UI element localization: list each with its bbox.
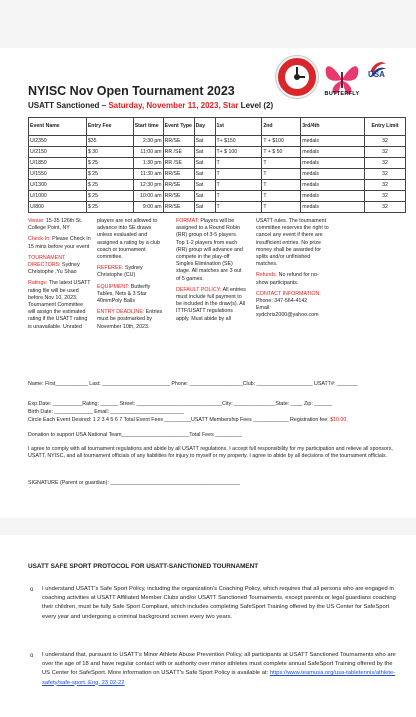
table-row (29, 169, 406, 180)
events-fees-text: Circle Each Event Desired: 1 2 3 4 5 6 7 Total Event Fees _________USATT Membership Fees ____________ Registration fee: (28, 417, 331, 423)
table-cell: $ 25 (86, 202, 133, 213)
default-policy-label: DEFAULT POLICY: (176, 286, 222, 293)
table-cell: 32 (365, 191, 406, 202)
table-cell: Sat (194, 158, 215, 169)
info-column-1 (28, 218, 91, 335)
safe-sport-link[interactable]: https://www.teamusa.org/usa-tabletennis/athlete-safety/safe-sport. Eng. 23 02-22 (42, 670, 396, 686)
table-cell: Sat (194, 136, 215, 147)
table-cell: $35 (86, 136, 133, 147)
table-cell: 12:30 pm (133, 180, 163, 191)
ratings-text: The latest USATT rating file will be used before Nov 10, 2023. Tournament Committee will assign the estimated rating if the USATT rating is unavailable. Unrated (28, 280, 91, 330)
table-cell: T (215, 191, 262, 202)
table-row (29, 158, 406, 169)
table-cell: 1:30 pm (133, 158, 163, 169)
safe-sport-title: USATT SAFE SPORT PROTOCOL FOR USATT-SANCTIONED TOURNAMENT (28, 563, 259, 570)
table-cell: U/2150 (29, 147, 87, 158)
table-cell: U/1850 (29, 158, 87, 169)
col4-text: USATT rules. The tournament committee reserves the right to cancel any event if there are insufficient entries. No prize money shall be awarded for splits and/or unfinished matches. (256, 218, 329, 268)
checkin-text: Please Check In 15 mins before your event (28, 236, 91, 250)
table-cell: U/2350 (29, 136, 87, 147)
table-cell: 32 (365, 169, 406, 180)
refunds-label: Refunds. (256, 272, 278, 279)
table-cell: U/1300 (29, 180, 87, 191)
form-line-donation[interactable]: Donation to support USA National Team_______________________Total Fees _________ (28, 432, 242, 438)
table-row (29, 202, 406, 213)
form-line-birthdate[interactable]: Birth Date: _____________ Email: _________________________ (28, 409, 185, 415)
table-row (29, 136, 406, 147)
table-cell: Sat (194, 169, 215, 180)
referee-label: REFEREE: (97, 265, 124, 272)
table-cell: $ 30 (86, 147, 133, 158)
table-cell: $ 25 (86, 180, 133, 191)
document-page-2[interactable] (18, 535, 410, 717)
table-cell: $ 25 (86, 191, 133, 202)
table-cell: T+ $ 100 (215, 147, 262, 158)
events-table-body (29, 136, 406, 213)
table-cell: T (262, 169, 301, 180)
table-cell: 11:30 am (133, 169, 163, 180)
contact-email: sydchris2000@yahoo.com (256, 312, 319, 319)
table-cell: T (215, 158, 262, 169)
referee-text: Sydney Christophe (CU) (97, 265, 143, 279)
table-row (29, 180, 406, 191)
table-cell: 10:00 am (133, 191, 163, 202)
tournament-level: Level (2) (238, 101, 274, 110)
table-header: 2nd (262, 118, 301, 136)
form-line-name[interactable]: Name: First___________ Last: _______________________ Phone: __________________Club: ___________________ USATT#: _______ (28, 381, 358, 387)
page-title: NYISC Nov Open Tournament 2023 (28, 84, 235, 98)
table-cell: T (215, 169, 262, 180)
table-cell: medals (301, 191, 365, 202)
table-cell: U/1550 (29, 169, 87, 180)
table-header: Event Name (29, 118, 87, 136)
equipment-text: Butterfly Tables, Nets & 3 Star 40mmPoly Balls (97, 283, 151, 305)
table-cell: RR /SE (163, 147, 194, 158)
table-cell: Sat (194, 191, 215, 202)
directors-text: Sydney Christophe ,Yu Shao (28, 262, 80, 276)
table-cell: U/800 (29, 202, 87, 213)
table-cell: T + $100 (262, 136, 301, 147)
table-header-row (29, 118, 406, 136)
info-column-2 (97, 218, 167, 335)
format-text: Players will be assigned to a Round Robin (RR) group of 3-5 players. Top 1-2 players from each (RR) group will advance and compete in the play-off Singles Elimination (SE) stage. All matches are 3 out of 5 games. (176, 218, 243, 282)
table-cell: RR/SE (163, 169, 194, 180)
safe-sport-bullet-2 (42, 651, 400, 688)
table-cell: T (262, 202, 301, 213)
form-line-address[interactable]: Exp.Date: __________Rating: ______ Street: _____________________________City: ______________State: ____ Zip: ______ (28, 401, 332, 407)
form-line-events[interactable] (28, 417, 408, 423)
table-cell: T + $ 50 (262, 147, 301, 158)
table-cell: medals (301, 202, 365, 213)
contact-label: CONTACT INFORMATION: (256, 290, 321, 297)
registration-fee: $10.00. (330, 417, 348, 423)
refunds-text: No refund for no-show participants. (256, 272, 319, 286)
bullet-icon: o (30, 653, 34, 659)
table-cell: RR/SE (163, 202, 194, 213)
table-cell: Sat (194, 202, 215, 213)
equipment-label: EQUIPMENT: (97, 283, 130, 290)
table-cell: medals (301, 147, 365, 158)
table-cell: T (262, 158, 301, 169)
page-gap (0, 518, 416, 535)
table-cell: T+ $150 (215, 136, 262, 147)
venue-label: Venue: (28, 218, 45, 224)
table-row (29, 147, 406, 158)
usa-logo-text: USA (368, 70, 385, 79)
table-cell: RR/SE (163, 136, 194, 147)
table-cell: medals (301, 180, 365, 191)
signature-line[interactable]: SIGNATURE (Parent or guardian): ____________________________________________ (28, 480, 240, 486)
deadline-text: Entries must be postmarked by November 10th, 2023. (97, 309, 163, 330)
table-cell: T (262, 180, 301, 191)
format-label: FORMAT: (176, 218, 199, 224)
table-cell: RR/SE (163, 191, 194, 202)
table-cell: $ 25 (86, 158, 133, 169)
viewer-background-top (0, 0, 416, 48)
table-header: 3rd/4th (301, 118, 365, 136)
checkin-label: Check-In: (28, 236, 51, 243)
table-cell: RR/SE (163, 180, 194, 191)
table-cell: U/1000 (29, 191, 87, 202)
default-policy-text: All entries must include full payment to be included in the draw(s). All ITTF/USATT regulations apply. Must abide by all (176, 286, 246, 322)
contact-phone: Phone: 347-564-4142 (256, 298, 308, 305)
tournament-date: Saturday, November 11, 2023, Star (108, 101, 239, 110)
safe-sport-bullet-1: I understand USATT's Safe Sport Policy, including the organization's Coaching Policy, which requires that all persons who are engaged in coaching activities at USATT Affiliated Member Clubs and/or USATT Sanctioned Tournaments, except parents or legal guardians coaching their children, must be fully Safe Sport Compliant, which includes completing SafeSport Training offered by the US Center for SafeSport every year and undergoing a criminal background screen every two years. (42, 586, 396, 620)
table-header: Day (194, 118, 215, 136)
table-cell: 9:00 am (133, 202, 163, 213)
table-cell: 32 (365, 202, 406, 213)
table-cell: Sat (194, 147, 215, 158)
table-cell: medals (301, 158, 365, 169)
table-cell: 32 (365, 136, 406, 147)
table-header: Entry Fee (86, 118, 133, 136)
table-cell: medals (301, 169, 365, 180)
col2-text: players are not allowed to advance into SE draws unless evaluated and assigned a rating by a club coach or tournament committee. (97, 218, 161, 261)
table-cell: T (262, 191, 301, 202)
document-page-1[interactable] (18, 48, 410, 518)
table-cell: 2:30 pm (133, 136, 163, 147)
table-cell: medals (301, 136, 365, 147)
deadline-label: ENTRY DEADLINE: (97, 309, 145, 316)
table-cell: 32 (365, 180, 406, 191)
agreement-text: I agree to comply with all tournament regulations and abide by all USATT regulations. I accept full responsibility for my participation and relieve all sponsors, USATT, NYISC, and all tournament officials of any liabilities for injury to myself or my property. I agree to abide by all decisions of the tournament officials. (28, 446, 393, 460)
table-cell: T (215, 180, 262, 191)
contact-email-label: Email: (256, 305, 271, 312)
table-cell: 11:00 am (133, 147, 163, 158)
directors-label: TOURNAMENT DIRECTORS: (28, 254, 66, 269)
venue-text: 15-35 126th St. College Point, NY (28, 218, 83, 232)
bullet-icon: o (30, 587, 34, 593)
table-cell: RR /SE (163, 158, 194, 169)
info-column-3 (176, 218, 246, 327)
bullet-2-text: I understand that, pursuant to USATT's Minor Athlete Abuse Prevention Policy, all participants at USATT Sanctioned Tournaments who are over the age of 18 and have regular contact with or authority over minor athletes must complete annual SafeSport Training offered by the US Center for SafeSport. More information on USATT's Safe Sport Policy is available at: (42, 652, 396, 677)
table-header: Start time (133, 118, 163, 136)
info-column-4 (256, 218, 331, 324)
table-row (29, 191, 406, 202)
table-header: Entry Limit (365, 118, 406, 136)
table-cell: $ 25 (86, 169, 133, 180)
table-header: Event Type (163, 118, 194, 136)
sanction-label: USATT Sanctioned – (28, 101, 109, 110)
nyisc-clock-logo-icon (276, 56, 318, 98)
table-header: 1st (215, 118, 262, 136)
butterfly-logo-text: BUTTERFLY (324, 91, 360, 97)
table-cell: 32 (365, 158, 406, 169)
ratings-label: Ratings: (28, 280, 48, 287)
table-cell: 32 (365, 147, 406, 158)
events-table (28, 117, 406, 213)
table-cell: Sat (194, 180, 215, 191)
sanction-line (28, 101, 273, 110)
table-cell: T (215, 202, 262, 213)
